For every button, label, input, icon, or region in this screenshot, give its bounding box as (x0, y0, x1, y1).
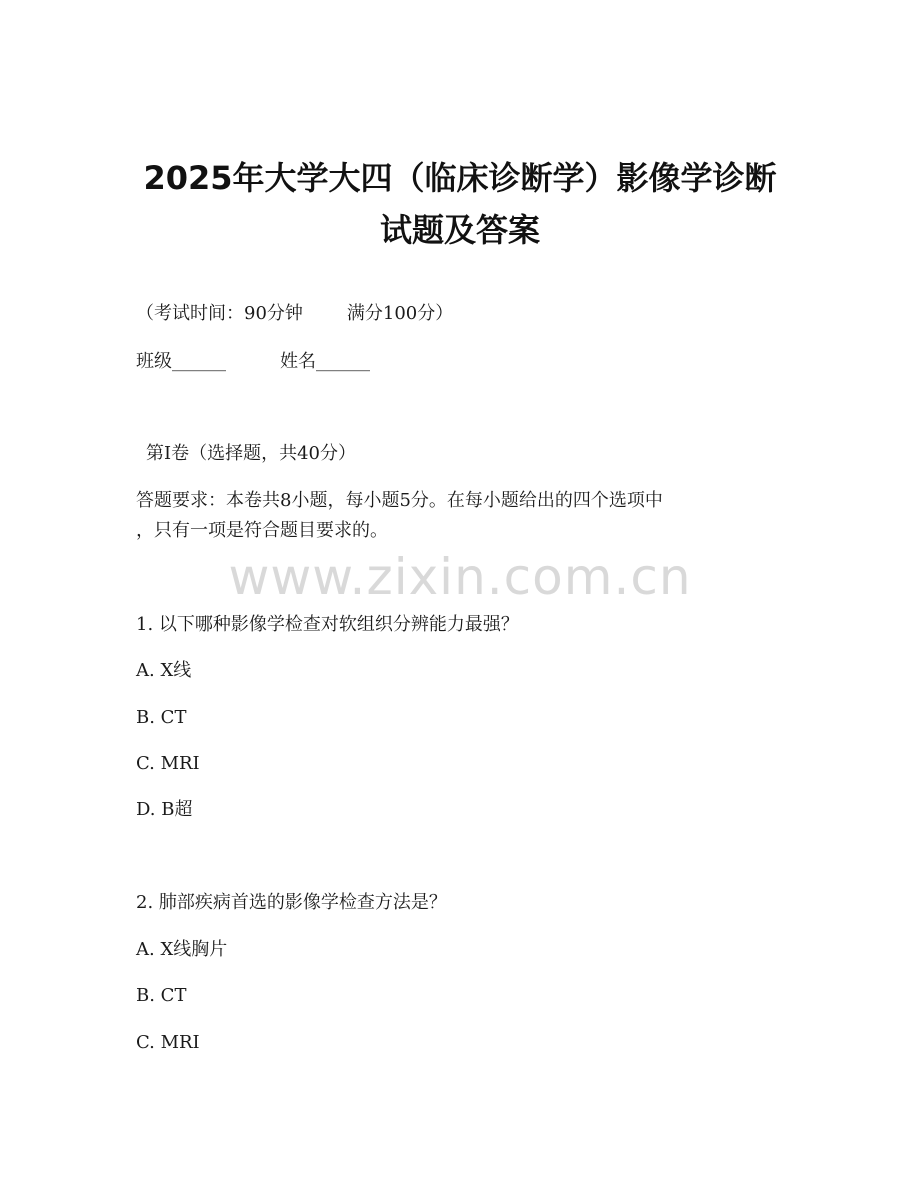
question-1-option-c: C. MRI (136, 753, 200, 774)
document-title-line-1: 2025年大学大四（临床诊断学）影像学诊断 (143, 159, 777, 197)
instructions-line-1: 答题要求：本卷共8小题，每小题5分。在每小题给出的四个选项中 (136, 490, 663, 511)
question-2-option-c: C. MRI (136, 1032, 200, 1053)
student-fields (136, 349, 370, 375)
question-1-option-b: B. CT (136, 707, 187, 728)
document-title-line-2: 试题及答案 (379, 211, 540, 249)
exam-time: （考试时间：90分钟 (136, 303, 303, 324)
question-2-stem: 2. 肺部疾病首选的影像学检查方法是？ (136, 892, 447, 913)
question-1-stem: 1. 以下哪种影像学检查对软组织分辨能力最强？ (136, 614, 519, 635)
exam-info (136, 301, 453, 327)
question-2-option-a: A. X线胸片 (136, 939, 228, 960)
question-1-option-d: D. B超 (136, 799, 193, 820)
instructions-line-2: ，只有一项是符合题目要求的。 (136, 520, 388, 541)
question-1-option-a: A. X线 (136, 660, 192, 681)
section-title: 第I卷（选择题，共40分） (146, 443, 357, 464)
watermark: www.zixin.com.cn (228, 548, 692, 606)
exam-score: 满分100分） (346, 303, 454, 324)
question-2-option-b: B. CT (136, 985, 187, 1006)
class-field-label: 班级______ (136, 351, 226, 372)
name-field-label: 姓名______ (280, 351, 370, 372)
